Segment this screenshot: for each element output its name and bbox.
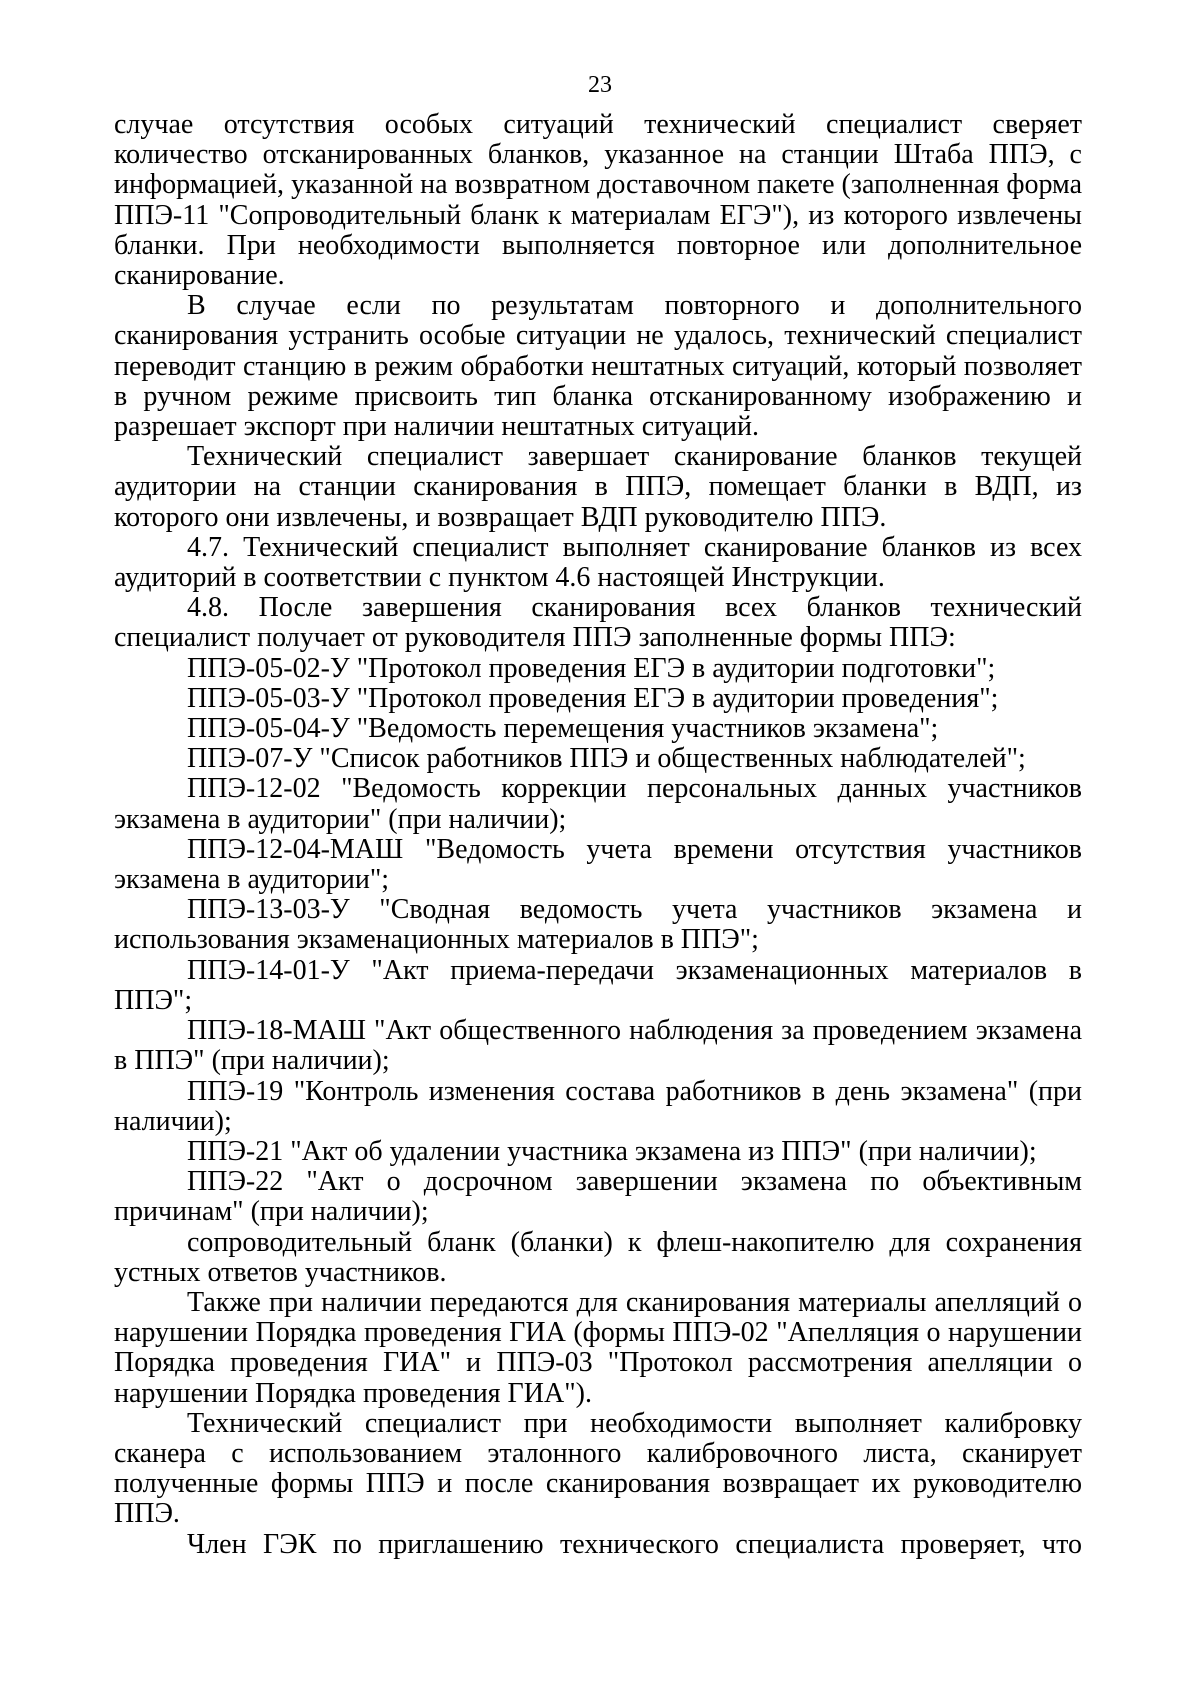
paragraph: Член ГЭК по приглашению технического специалиста проверяет, что xyxy=(187,1528,1082,1560)
paragraph: 4.7. Технический специалист выполняет сканирование бланков из всех аудиторий в соответствии с пунктом 4.6 настоящей Инструкции. xyxy=(114,531,1082,594)
list-item: сопроводительный бланк (бланки) к флеш-накопителю для сохранения устных ответов участников. xyxy=(114,1226,1082,1288)
list-item: ППЭ-18-МАШ "Акт общественного наблюдения за проведением экзамена в ППЭ" (при наличии); xyxy=(114,1015,1082,1077)
paragraph: Также при наличии передаются для сканирования материалы апелляций о нарушении Порядка проведения ГИА (формы ППЭ-02 "Апелляция о нарушении Порядка проведения ГИА" и ППЭ-03 "Протокол рассмотрения апелляции о нарушении Порядка проведения ГИА"). xyxy=(114,1286,1082,1409)
list-item: ППЭ-22 "Акт о досрочном завершении экзамена по объективным причинам" (при наличии); xyxy=(114,1166,1082,1228)
paragraph: В случае если по результатам повторного и дополнительного сканирования устранить особые ситуации не удалось, технический специалист переводит станцию в режим обработки нештатных ситуаций, который позволяет в ручном режиме присвоить тип бланка отсканированному изображению и разрешает экспорт при наличии нештатных ситуаций. xyxy=(114,290,1082,443)
list-item: ППЭ-12-04-МАШ "Ведомость учета времени отсутствия участников экзамена в аудитории"; xyxy=(114,833,1082,896)
list-item: ППЭ-21 "Акт об удалении участника экзамена из ППЭ" (при наличии); xyxy=(187,1135,1037,1167)
list-item: ППЭ-19 "Контроль изменения состава работников в день экзамена" (при наличии); xyxy=(114,1075,1082,1137)
list-item: ППЭ-05-04-У "Ведомость перемещения участников экзамена"; xyxy=(187,713,939,745)
document-body xyxy=(114,110,1082,1560)
paragraph: Технический специалист завершает сканирование бланков текущей аудитории на станции сканирования в ППЭ, помещает бланки в ВДП, из которого они извлечены, и возвращает ВДП руководителю ППЭ. xyxy=(114,441,1082,533)
list-item: ППЭ-13-03-У "Сводная ведомость учета участников экзамена и использования экзаменационных материалов в ППЭ"; xyxy=(114,894,1082,956)
paragraph: случае отсутствия особых ситуаций технический специалист сверяет количество отсканированных бланков, указанное на станции Штаба ППЭ, с информацией, указанной на возвратном доставочном пакете (заполненная форма ППЭ-11 "Сопроводительный бланк к материалам ЕГЭ"), из которого извлечены бланки. При необходимости выполняется повторное или дополнительное сканирование. xyxy=(114,109,1082,292)
list-item: ППЭ-14-01-У "Акт приема-передачи экзаменационных материалов в ППЭ"; xyxy=(114,954,1082,1016)
list-item: ППЭ-05-02-У "Протокол проведения ЕГЭ в аудитории подготовки"; xyxy=(187,652,996,684)
list-item: ППЭ-07-У "Список работников ППЭ и общественных наблюдателей"; xyxy=(187,743,1026,775)
page-number: 23 xyxy=(588,72,612,98)
paragraph: 4.8. После завершения сканирования всех бланков технический специалист получает от руководителя ППЭ заполненные формы ППЭ: xyxy=(114,592,1082,654)
list-item: ППЭ-12-02 "Ведомость коррекции персональных данных участников экзамена в аудитории" (при наличии); xyxy=(114,773,1082,835)
paragraph: Технический специалист при необходимости выполняет калибровку сканера с использованием эталонного калибровочного листа, сканирует полученные формы ППЭ и после сканирования возвращает их руководителю ППЭ. xyxy=(114,1407,1082,1530)
list-item: ППЭ-05-03-У "Протокол проведения ЕГЭ в аудитории проведения"; xyxy=(187,682,999,714)
